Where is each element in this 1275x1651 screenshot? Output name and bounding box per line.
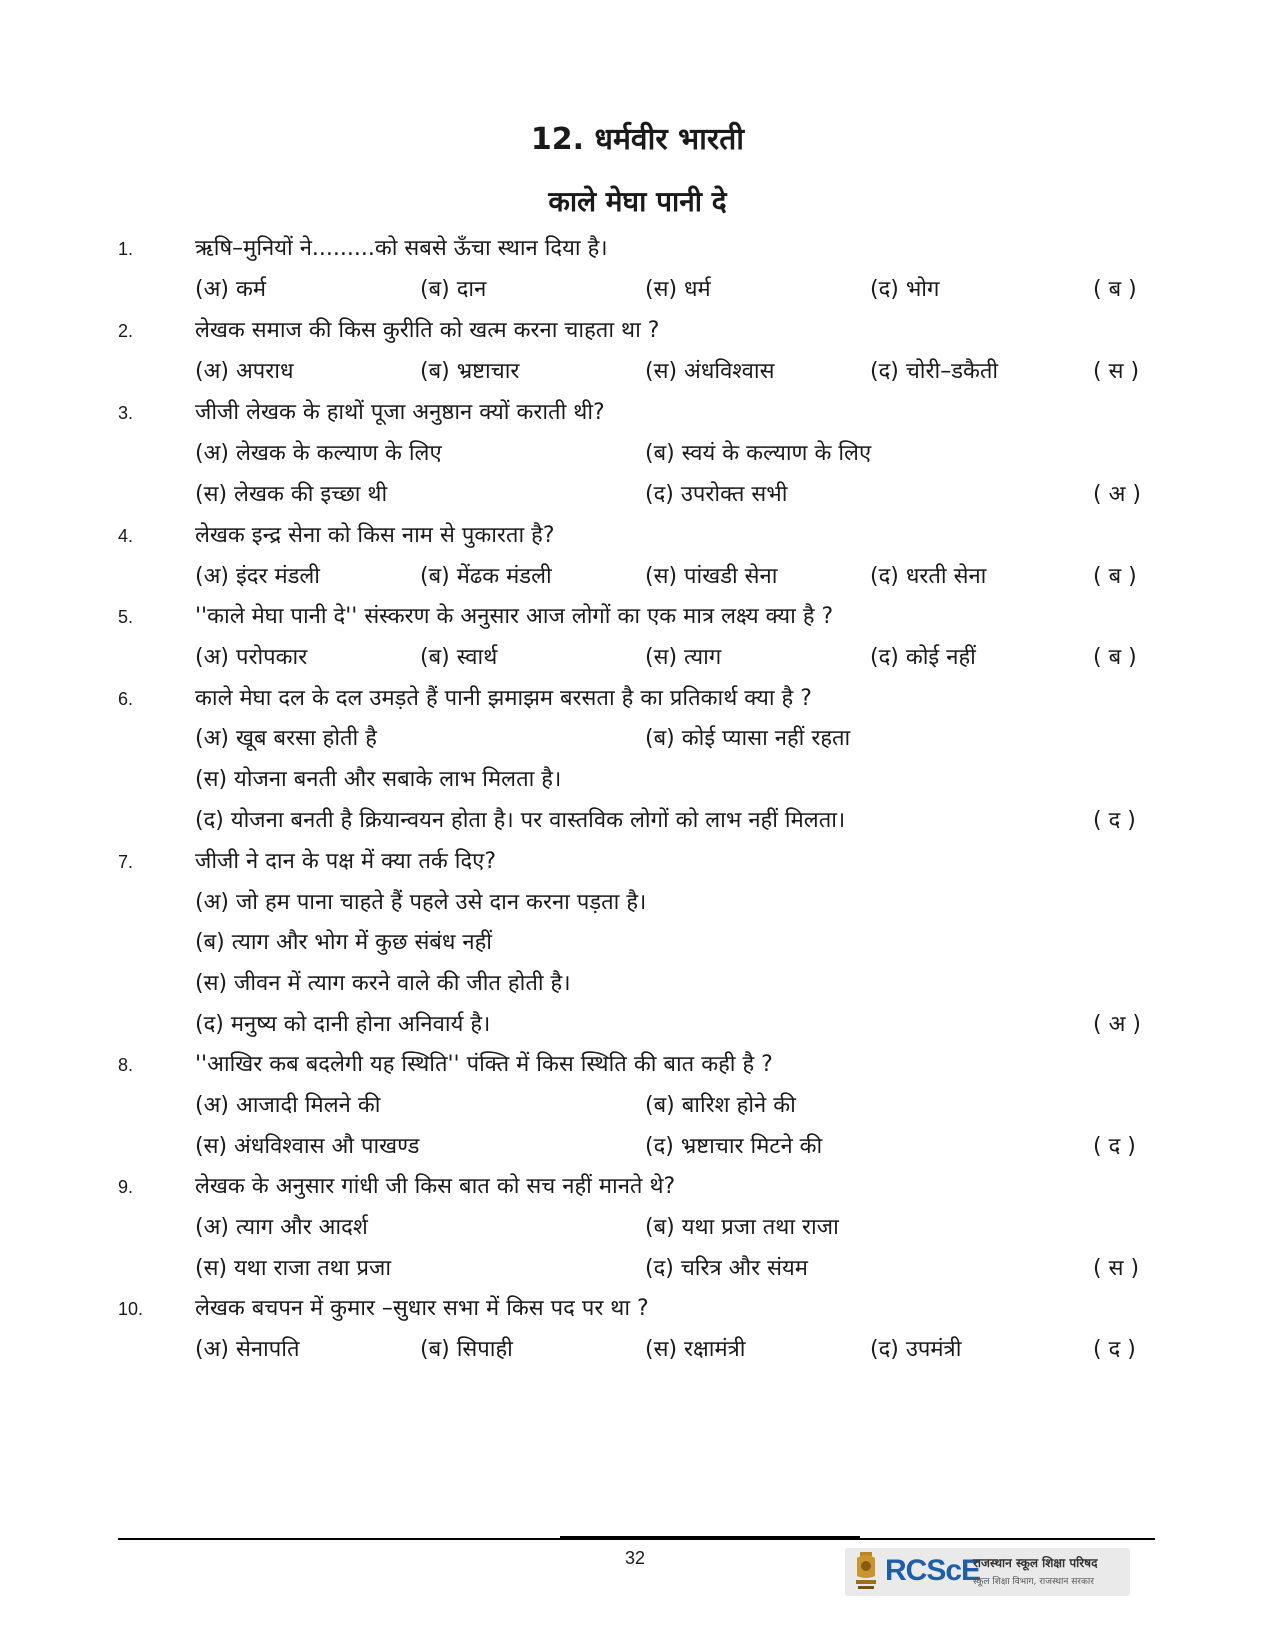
option-b: (ब) त्याग और भोग में कुछ संबंध नहीं [195, 930, 492, 955]
answer-key: ( अ ) [1093, 1012, 1141, 1037]
option-b: (ब) सिपाही [420, 1337, 513, 1362]
question-8 [0, 1048, 1275, 1082]
footer-rule-tail [1148, 1538, 1155, 1540]
option-d: (द) योजना बनती है क्रियान्वयन होता है। पर वास्तविक लोगों को लाभ नहीं मिलता। [195, 808, 846, 833]
question-number: 5. [118, 607, 134, 627]
option-b: (ब) कोई प्यासा नहीं रहता [645, 726, 851, 751]
answer-key: ( ब ) [1093, 564, 1137, 589]
options-row [0, 273, 1275, 307]
option-a: (अ) अपराध [195, 359, 294, 384]
option-b: (ब) भ्रष्टाचार [420, 359, 520, 384]
answer-key: ( द ) [1093, 808, 1136, 833]
option-c: (स) अंधविश्वास औ पाखण्ड [195, 1134, 420, 1159]
option-d: (द) भ्रष्टाचार मिटने की [645, 1134, 823, 1159]
option-c: (स) रक्षामंत्री [645, 1337, 746, 1362]
question-number: 2. [118, 321, 134, 341]
question-text: जीजी ने दान के पक्ष में क्या तर्क दिए? [195, 849, 496, 874]
option-d: (द) उपरोक्त सभी [645, 482, 788, 507]
answer-key: ( द ) [1093, 1134, 1136, 1159]
question-number: 7. [118, 852, 134, 872]
option-a: (अ) आजादी मिलने की [195, 1093, 381, 1118]
option-c: (स) पांखडी सेना [645, 564, 778, 589]
options-row [0, 1211, 1275, 1245]
page-number: 32 [624, 1548, 646, 1568]
answer-key: ( द ) [1093, 1337, 1136, 1362]
option-a: (अ) कर्म [195, 277, 267, 302]
option-a: (अ) सेनापति [195, 1337, 300, 1362]
options-row [0, 722, 1275, 756]
question-text: लेखक इन्द्र सेना को किस नाम से पुकारता है? [195, 523, 555, 548]
rcsce-logo [845, 1548, 1130, 1596]
option-a: (अ) त्याग और आदर्श [195, 1215, 368, 1240]
answer-key: ( ब ) [1093, 277, 1137, 302]
option-a: (अ) खूब बरसा होती है [195, 726, 377, 751]
question-number: 6. [118, 689, 134, 709]
option-c: (स) यथा राजा तथा प्रजा [195, 1256, 392, 1281]
option-d: (द) कोई नहीं [870, 645, 976, 670]
logo-org-name: राजस्थान स्कूल शिक्षा परिषद [973, 1556, 1098, 1570]
options-row [0, 1252, 1275, 1286]
question-6 [0, 682, 1275, 716]
options-row [0, 1089, 1275, 1123]
option-b: (ब) बारिश होने की [645, 1093, 796, 1118]
question-2 [0, 314, 1275, 348]
answer-key: ( स ) [1093, 1256, 1140, 1281]
options-row [0, 355, 1275, 389]
options-row [0, 926, 1275, 960]
logo-dept-name: स्कूल शिक्षा विभाग, राजस्थान सरकार [973, 1577, 1094, 1587]
question-number: 3. [118, 403, 134, 423]
option-a: (अ) जो हम पाना चाहते हैं पहले उसे दान करना पड़ता है। [195, 890, 647, 915]
question-number: 4. [118, 526, 134, 546]
question-number: 8. [118, 1055, 134, 1075]
question-1 [0, 232, 1275, 266]
question-number: 9. [118, 1177, 134, 1197]
question-3 [0, 396, 1275, 430]
question-number: 10. [118, 1299, 144, 1319]
option-c: (स) त्याग [645, 645, 722, 670]
options-row [0, 1333, 1275, 1367]
footer-rule-accent [560, 1536, 860, 1540]
option-a: (अ) इंदर मंडली [195, 564, 320, 589]
option-d: (द) उपमंत्री [870, 1337, 962, 1362]
question-10 [0, 1292, 1275, 1326]
question-text: ऋषि–मुनियों ने.........को सबसे ऊँचा स्थान दिया है। [195, 236, 608, 261]
options-row [0, 763, 1275, 797]
options-row [0, 967, 1275, 1001]
option-c: (स) धर्म [645, 277, 711, 302]
answer-key: ( ब ) [1093, 645, 1137, 670]
options-row [0, 886, 1275, 920]
question-number: 1. [118, 239, 134, 259]
options-row [0, 641, 1275, 675]
state-emblem-icon [851, 1550, 881, 1594]
options-row [0, 1130, 1275, 1164]
question-text: ''आखिर कब बदलेगी यह स्थिति'' पंक्ति में किस स्थिति की बात कही है ? [195, 1052, 773, 1077]
option-b: (ब) स्वार्थ [420, 645, 498, 670]
option-d: (द) मनुष्य को दानी होना अनिवार्य है। [195, 1012, 491, 1037]
chapter-title: 12. धर्मवीर भारती [530, 122, 745, 157]
logo-wordmark: RCScE [885, 1554, 981, 1587]
options-row [0, 1008, 1275, 1042]
question-7 [0, 845, 1275, 879]
option-d: (द) चरित्र और संयम [645, 1256, 808, 1281]
question-4 [0, 519, 1275, 553]
option-d: (द) भोग [870, 277, 940, 302]
options-row [0, 560, 1275, 594]
option-b: (ब) दान [420, 277, 487, 302]
answer-key: ( अ ) [1093, 482, 1141, 507]
option-b: (ब) स्वयं के कल्याण के लिए [645, 441, 872, 466]
options-row [0, 437, 1275, 471]
question-text: ''काले मेघा पानी दे'' संस्करण के अनुसार आज लोगों का एक मात्र लक्ष्य क्या है ? [195, 604, 834, 629]
question-text: लेखक बचपन में कुमार –सुधार सभा में किस पद पर था ? [195, 1296, 649, 1321]
option-b: (ब) यथा प्रजा तथा राजा [645, 1215, 839, 1240]
option-c: (स) जीवन में त्याग करने वाले की जीत होती है। [195, 971, 571, 996]
question-text: लेखक समाज की किस कुरीति को खत्म करना चाहता था ? [195, 318, 660, 343]
question-text: काले मेघा दल के दल उमड़ते हैं पानी झमाझम बरसता है का प्रतिकार्थ क्या है ? [195, 686, 812, 711]
options-row [0, 478, 1275, 512]
question-5 [0, 600, 1275, 634]
answer-key: ( स ) [1093, 359, 1140, 384]
option-d: (द) धरती सेना [870, 564, 987, 589]
option-c: (स) अंधविश्वास [645, 359, 775, 384]
option-c: (स) योजना बनती और सबाके लाभ मिलता है। [195, 767, 562, 792]
question-text: लेखक के अनुसार गांधी जी किस बात को सच नहीं मानते थे? [195, 1174, 676, 1199]
option-b: (ब) मेंढक मंडली [420, 564, 552, 589]
lesson-title: काले मेघा पानी दे [548, 185, 727, 218]
option-a: (अ) परोपकार [195, 645, 308, 670]
option-d: (द) चोरी–डकैती [870, 359, 999, 384]
question-9 [0, 1170, 1275, 1204]
option-a: (अ) लेखक के कल्याण के लिए [195, 441, 442, 466]
options-row [0, 804, 1275, 838]
question-text: जीजी लेखक के हाथों पूजा अनुष्ठान क्यों कराती थी? [195, 400, 605, 425]
option-c: (स) लेखक की इच्छा थी [195, 482, 388, 507]
